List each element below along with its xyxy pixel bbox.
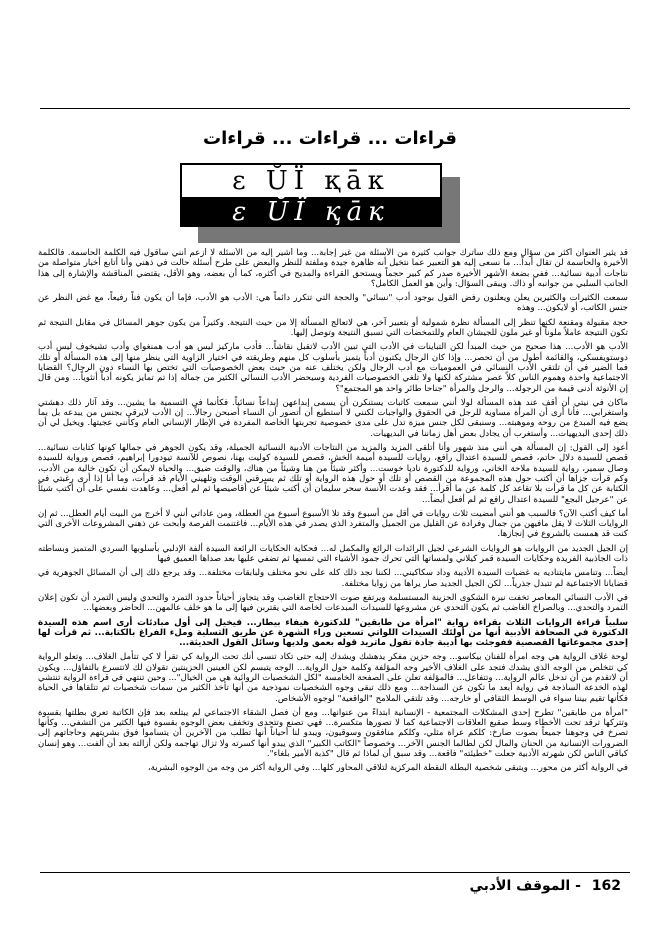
footer-separator: - <box>575 878 581 894</box>
paragraph: في الرواية أكثر من محور... ويتبقى شخصية البطلة النقطة المركزية لتلاقي المحاور كلها... وفي الرواية أكثر من وجه من الوجوه البشرية، <box>147 763 628 774</box>
paragraph: ماكان في نيتي أن أقف عند هذه المسألة لولا أنني سمعت كاتبات يستنكرن أن يسمى إبداعهن إبداعاً نسائياً. فكأنما في التسمية ما يشين... وقد آثار ذلك دهشتي واستغرابي... فأنا أرى أن المرأة مساوية للرجل في الحقوق والواجبات لكنني لا أستطيع أن أتصور أن النساء أصبحن رجالاً... إن الأدب لايرقى بجنس من يبدعه بل بما يضع فيه المبدع من روحه وموهبته... وسنبقى لكل جنس ميزة تدل على مدى خصوصية تجربتها الخاصة المفردة في الإطار الإنساني العام وكأنني عجيتها. ويخيل لي أن ذلك إحدى البديهيات... وأستغرب أن يجادل بعض أهل زماننا في البديهيات. <box>38 397 628 439</box>
paragraph: أيضاً... وتنامس مايتناديه به غضبات السيدة الأديبة وداد سكاكيني... لكننا نجد ذلك كله على نحو مختلف ولبابقات مختلفة... وقد يرجع ذلك إلى أن المسائل الجوهرية في قضايانا الاجتماعية لم تتبدل جذرياً... لكن الجيل الجديد صار يراها من زوايا مختلفة. <box>38 568 628 589</box>
page-footer <box>469 878 621 894</box>
logo-bottom-text: ɛ ŬЇ қāк <box>182 197 440 227</box>
paragraph: سمعت الكثيرات والكثيرين يعلن ويعلنون رفض القول بوجود أدب "نسائي" والحجة التي تتكرر دائماً هي: الأدب هو الأدب، فإما أن يكون فناً رفيعاً، مع غض النظر عن جنس الكاتب، أو لايكون... وهذه <box>38 293 628 314</box>
paragraph: إن الجيل الجديد من الروايات هو الروايات الشرعي لجيل الرائدات الرائع والمكمل له... فحكاية الحكايات الرائعة السيدة ألفة الإدلبي بأسلوبها السردي المتميز وبساطته ذات الجاذبية الفريدة وحكايات السيدة قمر كيلاني ولمساتها التي تحرك جمود الأشياء التي تمسها ثم تضفي عليها بعد صداها العميق فيها <box>38 543 628 565</box>
readings-logo <box>180 163 460 243</box>
logo-box <box>180 163 442 227</box>
paragraph: "امرأة من طابقين" تطرح إحدى المشكلات المجتمعية - الإنسانية ابتداءً من عنوانها... ومع أن فصل الشقاء الاجتماعي لم يبتلعه بعد فإن الكاتبة تعري بطلتها بقسوة وتتركها ترقد تحت الأخطاء وسط صقيع العلاقات الاجتماعية كما لا تصورها متكسرة... فهي تصنع وتتحدى وتخفف بعض الوجوه بقسوة فيها الكثير من التشفي... وكأنها تصرخ في وجوهنا جميعاً بصوت صارخ: كلكم عراة مثلي، وكلكم منافقون وسوقيون، ويبدو لنا أحياناً أنها تطلب من الآخرين أن يتساموا فوق بشريتهم وحاجاتهم إلى الضرورات الإنسانية من الحنان والمال لكن لطالما الجنس الآخر... وخصوصاً "الكاتب الكبير" الذي يبدو أنها كسرته ولا تزال تهاجمه ولكن أزالته بعد أن ألفت... وهو إنسان كباقي الناس لكن شهرته الأدبية جعلت "خطيئته" فاقعة... وقد سبق أن لماذا ثم قال "كذبة الأمير بلغاء". <box>38 707 628 760</box>
paragraph: أما كيف أكتب الآن؟ فالسبب هو أنني أمضيت ثلاث روايات في أقل من أسبوع وقد تلا الأسبوع أسبوع من العطلة، ومن عاداتي أنني لا أخرج من البيت أيام العطل... ثم إن الروايات الثلاث لا يقل مافيهن من جمال وفرادة عن القليل من الجميل والمتفرد الذي يصدر في هذه الأيام... فاغتنمت الفرصة وأبحت عن ذهني المشروعات الأخرى التي كنت قد همست بالشروع في إنجازها. <box>38 508 628 540</box>
logo-top-text: ɛ ŬЇ қāк <box>182 165 440 197</box>
magazine-name: الموقف الأدبي <box>469 878 571 894</box>
paragraph: قد يثير العنوان أكثر من سؤال ومع ذلك سأترك جوانب كثيرة من الأسئلة من غير إجابة... وما أشير إليه من الأسئلة لا أزعم أنني سأقول فيه الكلمة الحاسمة. فالكلمة الأخيرة والحاسمة لن تقال أبداً... ما نسعى إليه هو التعبير عما نتخيل أنه ظاهرة جيدة وملفتة للنظر والبعض على طرح أسئلة حالت في ذهني وأنا أتابع أخبار متواصلة من نتاجات أدبية نسائية... ففي بضعة الأشهر الأخيرة صدر كم كبير حجماً ويستحق القراءة والمديح في أكثره، كما أن بعضه، وهو الأقل، يقتضي المناقشة والإشارة إلى هذا الجانب السلبي من جوانبه أو ذاك. ويبقى السؤال: وأين هو العمل الكامل؟ <box>38 248 628 289</box>
bottom-divider <box>40 872 630 873</box>
paragraph-highlight: سلبياً قراءة الروايات الثلاث بقراءة رواية "امرأة من طابقين" للدكتورة هيفاء بيطار... فيخيل إلى أول مبادئات أرى اسم هذه السيدة الدكتورة في الصحافة الأدبية أنها من أولئك السيدات اللواتي تسعين وراء الشهرة عن طريق التسلية وملء الفراغ بالكتابة... ثم قرأت لها إحدى مجموعاتها القصصية ففوجئت بها أديبة جادة تقول ماتريد قوله بعمق ولديها وسائل القول الحديثة... <box>38 617 628 649</box>
paragraph: حجة مقبولة ومقنعة لكنها تنظر إلى المسألة نظرة شمولية أو بتعبير آخر، هي لاتعالج المسألة إلا من حيث النتيجة. وكثيراً من يكون جوهر المسائل في مقابل النتيجة ثم تكون النتيجة عاملاً ملوناً أو غير ملون للجيشان العام وللتمخضات التي تسبق النتيجة وتوصل إليها. <box>38 317 628 339</box>
article-body <box>38 248 628 863</box>
section-title: قراءات ... قراءات ... قراءات <box>203 128 457 149</box>
paragraph: الأدب هو الأدب... هذا صحيح من حيث المبدأ لكن التباينات في الأدب التي تبين الأدب لاتقبل نقاشاً... فأدب ماركيز ليس هو أدب همنغواي وأدب تشيخوف ليس أدب دوستويفسكي، والقائمة أطول من أن تحصر... وإذا كان الرجال يكتبون أدباً يتميز بأسلوب كل منهم وطريقته في اختيار الزاوية التي ينظر منها إلى هذه المسألة أو تلك فما الضير في أن تلتقي الأدب النسائي في العموميات مع أدب الرجال ولكن يختلف عنه من حيث بعض الخصوصيات التي تختص بها النساء دون الرجال؟ القضايا الاجتماعية واحدة وهموم الناس كلاً عصر مشتركة لكنها ولا تلغي الخصوصيات الفردية وسيحضر الأدب النسائي الكثير من جماله إذا تم تمايز يكونه أدباً أنثوياً... ومن قال إن الأنوثة أدنى قيمة من الرجولة... والرجل والمرأة "جناحا طائر واحد هو المجتمع"؟ <box>38 342 628 394</box>
paragraph: لوحة غلاف الرواية هي وجه امرأة للفنان بيكاسو... وجه حزين مفكر يدهشك ويشدك إليه حتى تكاد تنسى أنك تحت الرواية كي تقرأ لا كي تتأمل الغلاف... وتعلو الرواية كي تتخلص من الوجه الذي يشدك فتجد على الغلاف الأخير وجه المؤلفة وكلمة حول الرواية... الوجه يتبسم لكن العينين الحزينتين تقولان لك لاتتسرع بالتفاؤل... ويكون أن لاتقدم من أن تدخل عالم الرواية... وتتفاعل... فالمؤلفة تعلن على الصفحة الخامسة "لكل الشخصيات الروائية هي من الخيال"... وحين تنتهي في قراءة الرواية تنتشي لهذه الخدعة الساذجة في رواية أبعد ما تكون عن السذاجة... ومع ذلك تبقى وجوه الشخصيات نموذجية من أنها تأخذ الكثير من سمات شخصيات ثم تتلقاها في الحياة فكأنها تقيم بيننا سواء في الوسط الثقافي أو خارجه... وقد تلتقي الملامح "الواقعية" لوجوه الأشخاص. <box>38 652 628 704</box>
page-number: 162 <box>591 878 621 894</box>
top-divider <box>40 108 630 109</box>
paragraph: في الأدب النسائي المعاصر تخفت نبرة الشكوى الحزينة المستسلمة ويرتفع صوت الاحتجاج الغاضب وقد يتجاوز أحياناً حدود التمرد والتحدي وليس التمرد أن تكون إعلان التمرد والتحدي... وبالصراخ الغاضب ثم يكون التحدي عن مشروعها للسيدات المبدعات لخاصة التي يقتربن فيها إلى ما هو خلف عالمهن... الحاضر وبعضها... <box>38 592 628 614</box>
paragraph: أعود إلى القول: إن المسألة هي أنني منذ شهور وأنا أتلقى المزيد والمزيد من النتاجات الأدبية النسائية الجميلة، وقد يكون الجوهر في جمالها كونها كتابات نسائية... قصص للسيدة دلال حاتم، قصص للسيدة اعتدال رافع، روايات للسيدة أميمة الخش، قصص للسيدة كوليت بهنا، نصوص للآنسة تيودورا إبراهيم، قصص ورواية للسيدة وصال سمير، رواية للسيدة ملاحة الخاني، ورواية للدكتورة ناديا خوست... وأكثر شيئاً من هنا وشيئاً من هناك، والوقت ضيق... والحياة لايمكن أن تكون خالية من الأدب، وكم قرأت جزاها أن أكتب حول هذه المجموعة من القصص أو تلك أو حول هذه الرواية أو تلك ثم يسرقني الوقت وتلهيني الأيام قد قرأت، وما أنا إذا أرى رغبتي في الكتابة عن كل ما قرأت بلا تقاعد كل كلمة عن ما أقرأ... فقد وعدت الأنسة سحر سليمان أن أكتب شيئاً عن أقاصيصها ثم لم أفعل... وعاهدت نفسي على أن أكتب شيئاً عن "عرجيل البجع" للسيدة اعتدال رافع ثم لم أفعل أيضاً... <box>38 443 628 505</box>
